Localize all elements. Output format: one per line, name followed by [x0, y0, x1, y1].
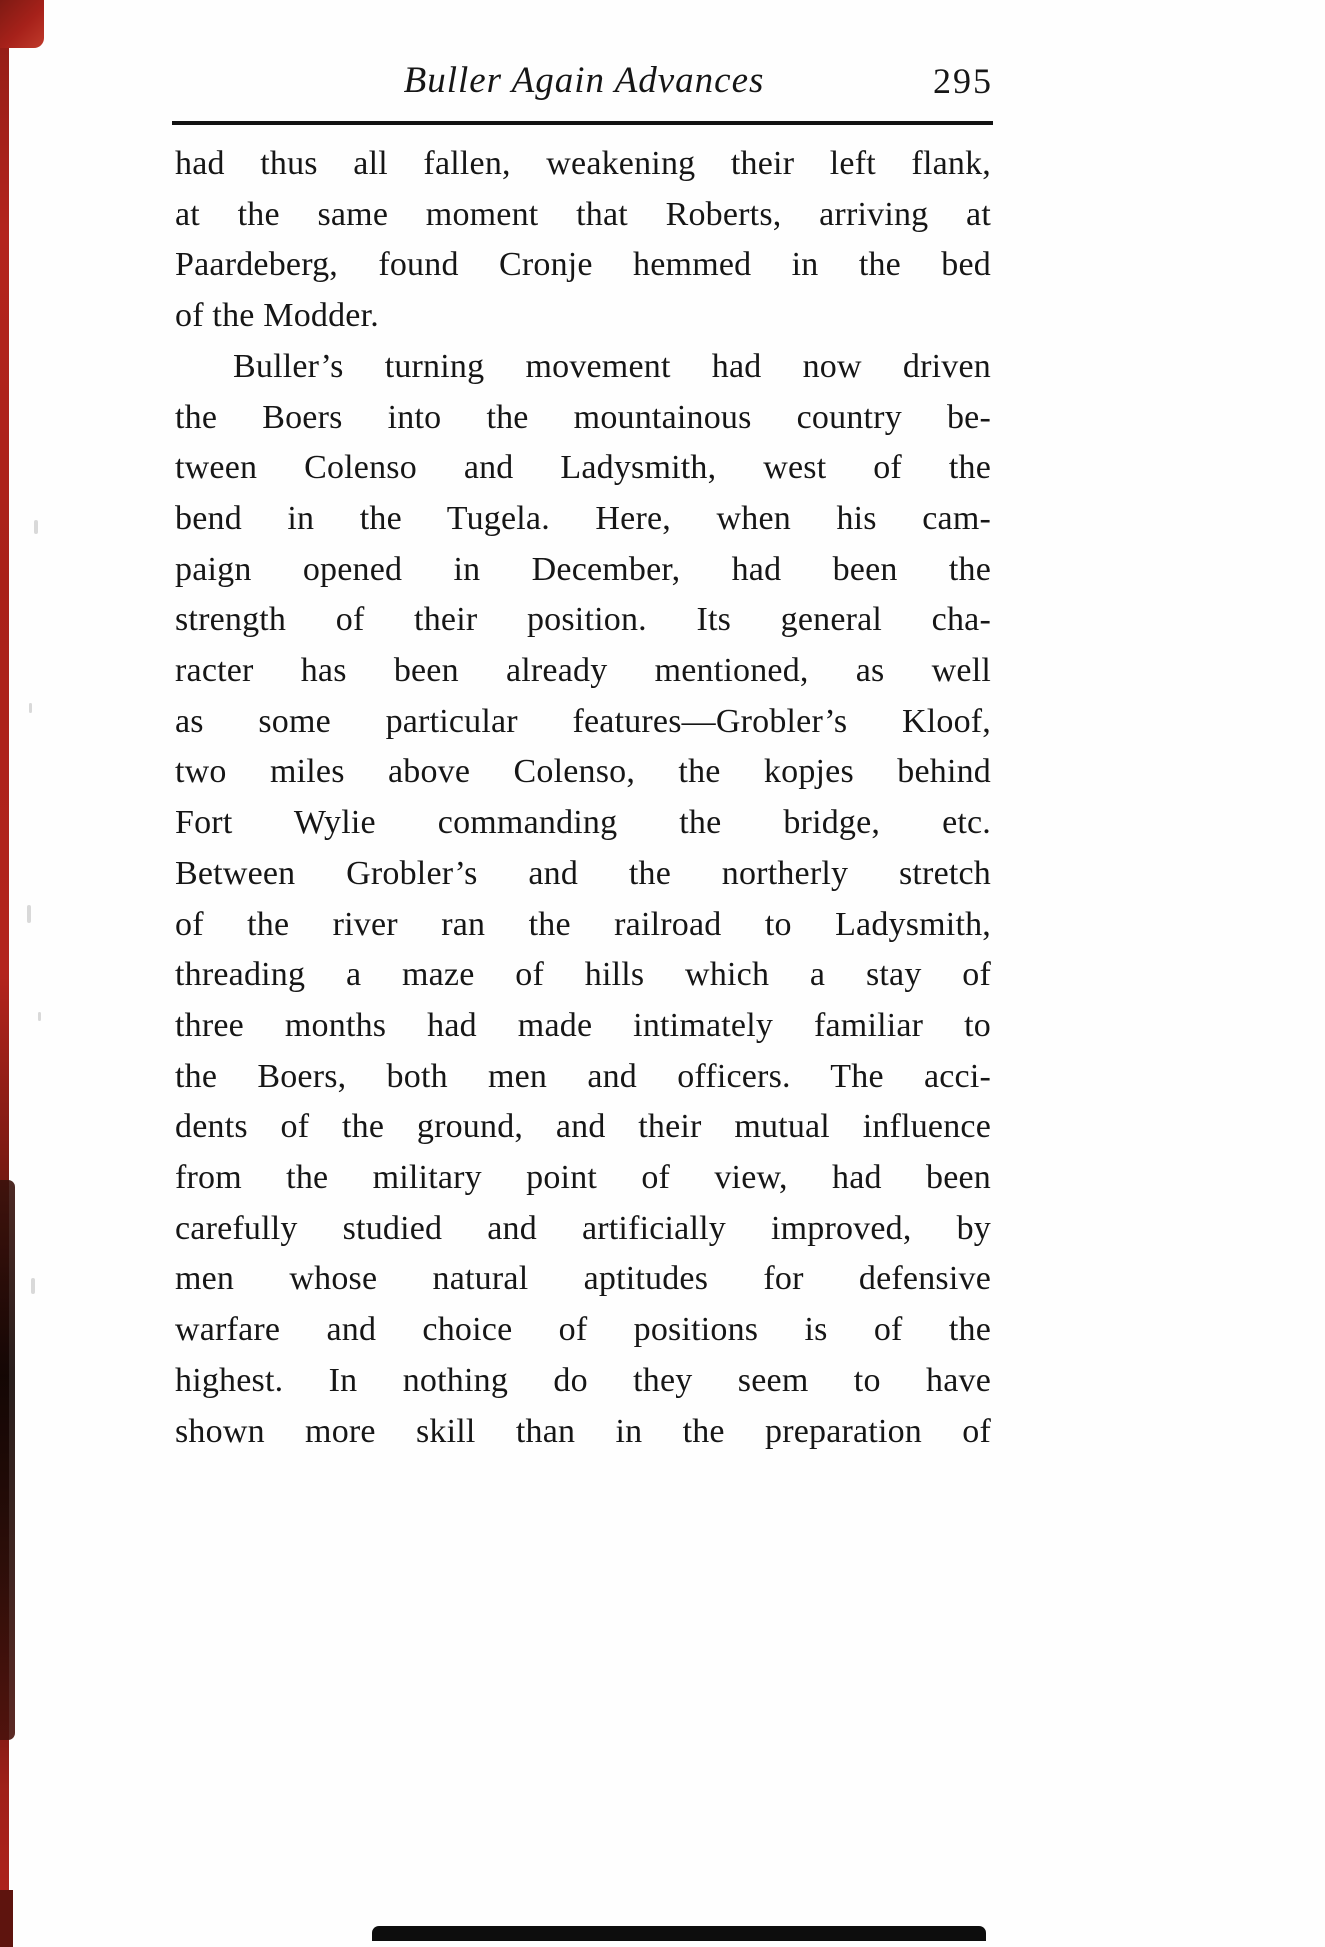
text-line: racter has been already mentioned, as well	[175, 652, 991, 690]
scan-speck	[38, 1012, 41, 1021]
text-line: shown more skill than in the preparation of	[175, 1412, 991, 1450]
text-line: carefully studied and artificially improved, by	[175, 1209, 991, 1247]
paragraph	[175, 139, 991, 342]
page-body	[175, 139, 991, 1457]
scan-speck	[31, 1278, 35, 1294]
text-line: the Boers into the mountainous country be-	[175, 398, 991, 436]
text-line: tween Colenso and Ladysmith, west of the	[175, 449, 991, 487]
text-line: at the same moment that Roberts, arriving at	[175, 195, 991, 233]
text-line: dents of the ground, and their mutual influence	[175, 1108, 991, 1146]
scan-speck	[34, 520, 38, 534]
text-line: the Boers, both men and officers. The acci-	[175, 1057, 991, 1095]
text-line: two miles above Colenso, the kopjes behind	[175, 753, 991, 791]
text-line: bend in the Tugela. Here, when his cam-	[175, 499, 991, 537]
text-line: of the river ran the railroad to Ladysmith,	[175, 905, 991, 943]
scan-edge-blotch	[0, 1180, 15, 1740]
scan-speck	[29, 703, 32, 713]
scan-corner-top-left	[0, 0, 44, 48]
text-line: as some particular features—Grobler’s Kloof,	[175, 702, 991, 740]
scan-corner-bottom-left	[0, 1890, 13, 1947]
text-line: Paardeberg, found Cronje hemmed in the bed	[175, 246, 991, 284]
scan-speck	[27, 905, 31, 923]
paragraph	[175, 342, 991, 1457]
text-line: Buller’s turning movement had now driven	[233, 347, 991, 385]
text-line: from the military point of view, had been	[175, 1159, 991, 1197]
chapter-title: Buller Again Advances	[403, 60, 765, 101]
text-line: threading a maze of hills which a stay of	[175, 956, 991, 994]
text-line: had thus all fallen, weakening their left flank,	[175, 145, 991, 182]
text-line: strength of their position. Its general cha-	[175, 601, 991, 639]
scan-bottom-bar	[372, 1926, 986, 1941]
text-line: warfare and choice of positions is of the	[175, 1311, 991, 1349]
header-rule	[172, 121, 993, 125]
text-line: men whose natural aptitudes for defensive	[175, 1260, 991, 1298]
page-number: 295	[933, 61, 993, 101]
text-line: Between Grobler’s and the northerly stretch	[175, 854, 991, 892]
text-line: paign opened in December, had been the	[175, 550, 991, 588]
text-line: highest. In nothing do they seem to have	[175, 1361, 991, 1399]
text-line: Fort Wylie commanding the bridge, etc.	[175, 804, 991, 842]
running-header	[175, 55, 993, 111]
text-line: three months had made intimately familiar to	[175, 1006, 991, 1044]
text-line: of the Modder.	[175, 297, 379, 335]
